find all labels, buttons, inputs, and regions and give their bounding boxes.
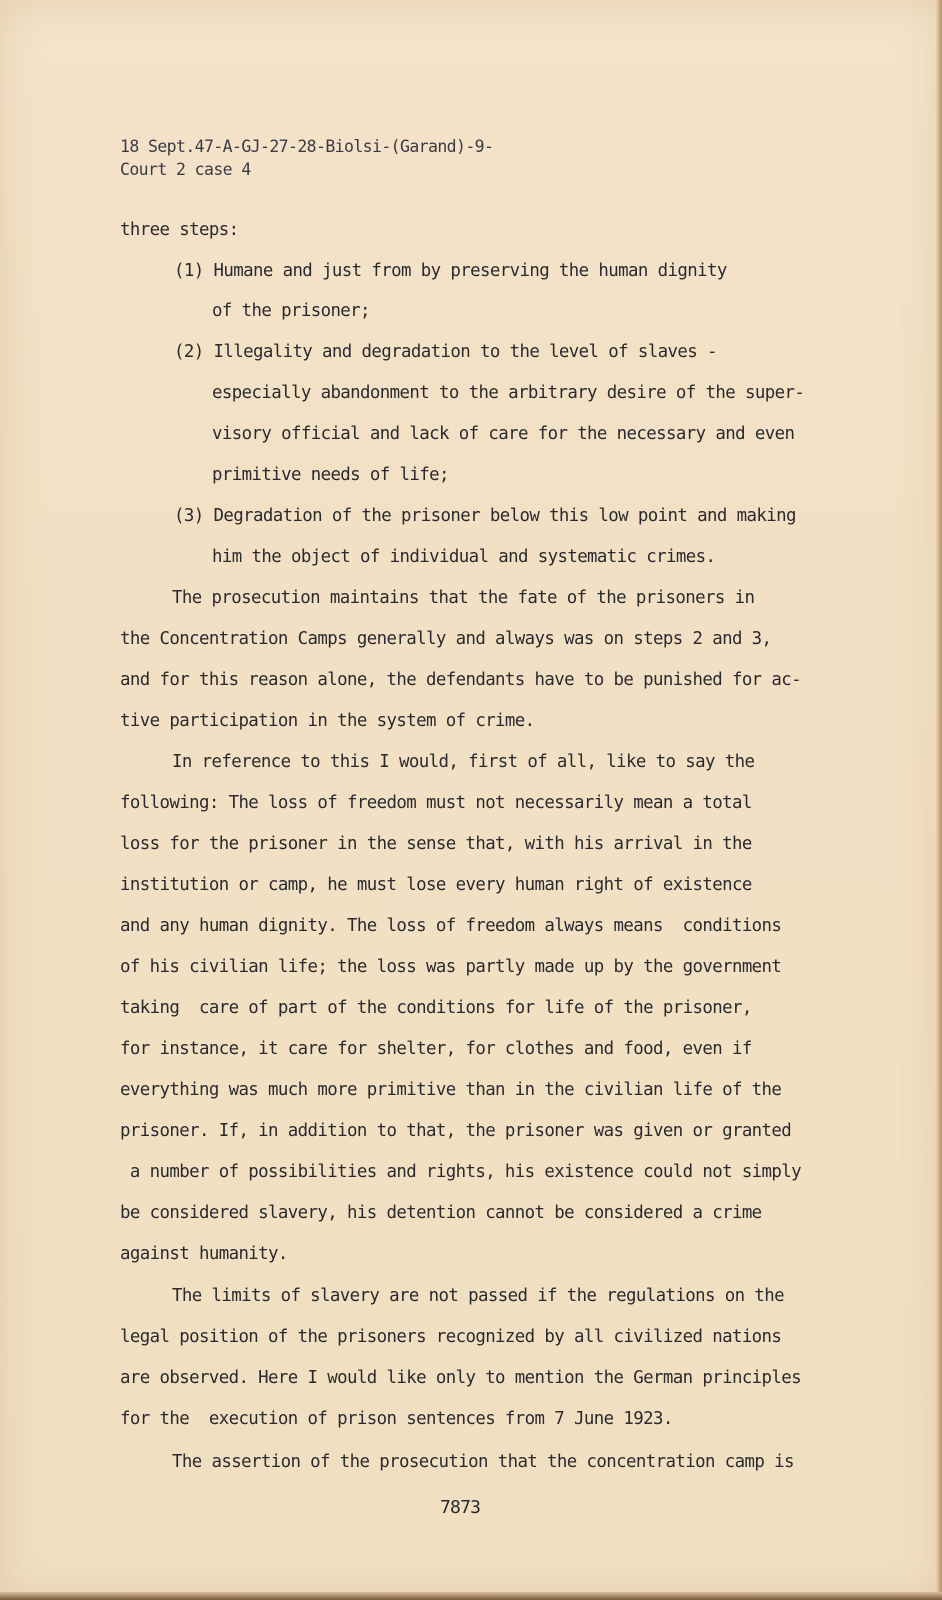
page-edge-bottom bbox=[0, 1592, 942, 1600]
text-line: legal position of the prisoners recognized by all civilized nations bbox=[120, 1327, 782, 1347]
text-line: and for this reason alone, the defendants have to be punished for ac- bbox=[120, 670, 802, 690]
text-line: for instance, it care for shelter, for clothes and food, even if bbox=[120, 1039, 752, 1059]
text-line: tive participation in the system of crime. bbox=[120, 711, 535, 731]
text-line: The prosecution maintains that the fate of the prisoners in bbox=[172, 588, 755, 608]
text-line: him the object of individual and systematic crimes. bbox=[212, 547, 716, 567]
text-line: of his civilian life; the loss was partly made up by the government bbox=[120, 957, 782, 977]
page-number: 7873 bbox=[440, 1497, 481, 1518]
text-line: against humanity. bbox=[120, 1244, 288, 1264]
text-line: for the execution of prison sentences from 7 June 1923. bbox=[120, 1409, 673, 1429]
header-court-line: Court 2 case 4 bbox=[120, 160, 251, 179]
text-line: be considered slavery, his detention cannot be considered a crime bbox=[120, 1203, 762, 1223]
text-line: institution or camp, he must lose every human right of existence bbox=[120, 875, 752, 895]
page-edge-right bbox=[936, 0, 942, 1600]
header-reference-line: 18 Sept.47-A-GJ-27-28-Biolsi-(Garand)-9- bbox=[120, 137, 494, 156]
text-line: (1) Humane and just from by preserving the human dignity bbox=[174, 261, 727, 281]
text-line: prisoner. If, in addition to that, the prisoner was given or granted bbox=[120, 1121, 792, 1141]
text-line: In reference to this I would, first of all, like to say the bbox=[172, 752, 755, 772]
text-line: The limits of slavery are not passed if the regulations on the bbox=[172, 1286, 784, 1306]
text-line: of the prisoner; bbox=[212, 301, 370, 321]
text-line: the Concentration Camps generally and always was on steps 2 and 3, bbox=[120, 629, 772, 649]
text-line: everything was much more primitive than in the civilian life of the bbox=[120, 1080, 782, 1100]
text-line: The assertion of the prosecution that the concentration camp is bbox=[172, 1452, 794, 1472]
text-line: and any human dignity. The loss of freedom always means conditions bbox=[120, 916, 782, 936]
text-line: primitive needs of life; bbox=[212, 465, 449, 485]
text-line: taking care of part of the conditions for life of the prisoner, bbox=[120, 998, 752, 1018]
text-line: a number of possibilities and rights, his existence could not simply bbox=[120, 1162, 802, 1182]
text-line: following: The loss of freedom must not necessarily mean a total bbox=[120, 793, 752, 813]
text-line: especially abandonment to the arbitrary desire of the super- bbox=[212, 383, 805, 403]
text-line: are observed. Here I would like only to mention the German principles bbox=[120, 1368, 802, 1388]
text-line: (3) Degradation of the prisoner below this low point and making bbox=[174, 506, 796, 526]
text-line: (2) Illegality and degradation to the level of slaves - bbox=[174, 342, 717, 362]
text-line: three steps: bbox=[120, 220, 239, 240]
text-line: visory official and lack of care for the necessary and even bbox=[212, 424, 795, 444]
text-line: loss for the prisoner in the sense that, with his arrival in the bbox=[120, 834, 752, 854]
